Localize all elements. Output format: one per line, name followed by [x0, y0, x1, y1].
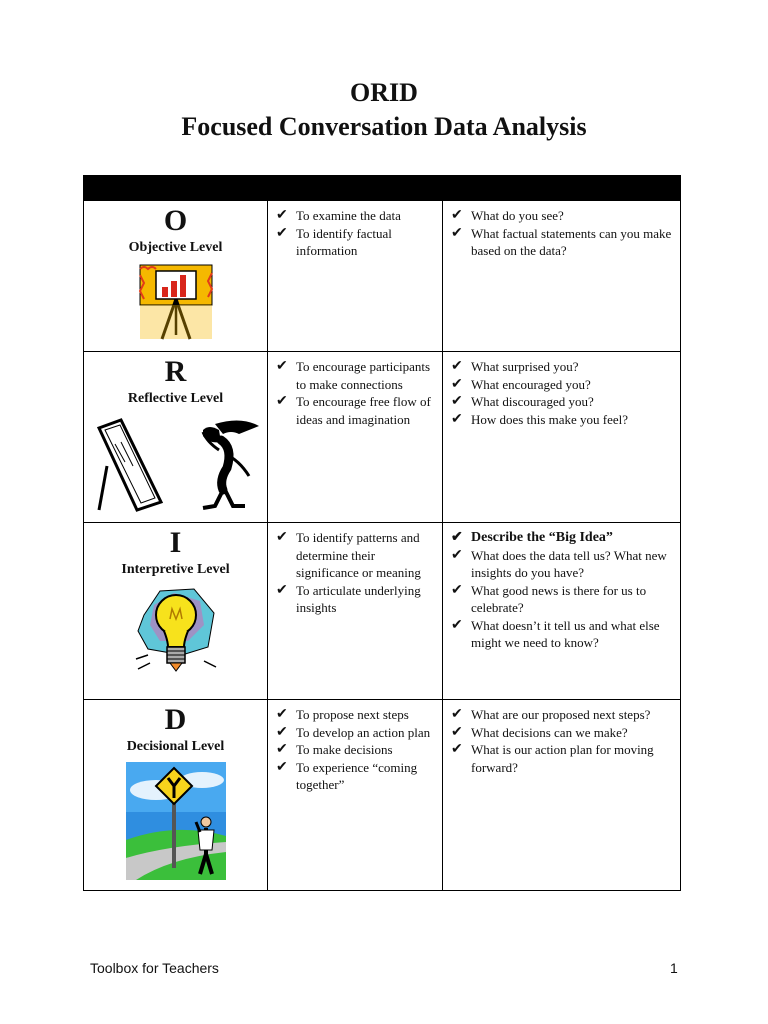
- purpose-item: [272, 207, 436, 225]
- level-letter: R: [164, 355, 187, 388]
- item-text: How does this make you feel?: [471, 411, 629, 427]
- purpose-cell: [268, 201, 443, 352]
- checkmark-icon: ✔: [276, 582, 288, 598]
- checkmark-icon: ✔: [451, 547, 463, 563]
- question-item: [447, 207, 674, 225]
- checkmark-icon: ✔: [451, 394, 463, 409]
- checkmark-icon: ✔: [276, 707, 288, 722]
- purpose-item: [272, 358, 436, 393]
- lightbulb-icon: [134, 585, 218, 681]
- purpose-list: [268, 700, 442, 794]
- orid-table: [83, 175, 681, 891]
- item-text: To identify patterns and determine their significance or meaning: [296, 530, 421, 580]
- level-letter: D: [164, 703, 187, 736]
- purpose-cell: [268, 523, 443, 700]
- checkmark-icon: ✔: [451, 411, 463, 427]
- question-item: [447, 741, 674, 776]
- item-text: What surprised you?: [471, 359, 579, 374]
- question-cell: [443, 201, 681, 352]
- mirror-figure-icon: [91, 414, 261, 514]
- checkmark-icon: ✔: [451, 530, 463, 545]
- purpose-item: [272, 582, 436, 617]
- question-cell: [443, 523, 681, 700]
- checkmark-icon: ✔: [276, 759, 288, 775]
- page-subtitle: Focused Conversation Data Analysis: [181, 112, 587, 141]
- page-title: ORID: [350, 78, 418, 107]
- question-item: [447, 411, 674, 429]
- purpose-cell: [268, 700, 443, 891]
- item-text: To make decisions: [296, 742, 393, 757]
- purpose-list: [268, 523, 442, 617]
- question-item: [447, 393, 674, 411]
- question-item: [447, 724, 674, 742]
- level-cell: [84, 201, 268, 352]
- checkmark-icon: ✔: [276, 530, 288, 545]
- checkmark-icon: ✔: [451, 359, 463, 374]
- item-text: What discouraged you?: [471, 394, 594, 409]
- purpose-item: [272, 759, 436, 794]
- page-number: 1: [670, 960, 678, 976]
- purpose-item: [272, 724, 436, 742]
- header-cell: [268, 176, 443, 201]
- checkmark-icon: ✔: [276, 742, 288, 757]
- item-text: What does the data tell us? What new insights do you have?: [471, 547, 667, 580]
- item-text: What factual statements can you make based on the data?: [471, 225, 672, 258]
- level-name: Reflective Level: [127, 391, 224, 406]
- header-cell: [84, 176, 268, 201]
- item-text: To develop an action plan: [296, 724, 431, 740]
- crossroads-sign-icon: [126, 762, 226, 880]
- level-cell: [84, 352, 268, 523]
- level-name: Objective Level: [128, 240, 223, 255]
- checkmark-icon: ✔: [276, 724, 288, 740]
- item-text: What is our action plan for moving forward?: [471, 742, 654, 775]
- question-list: [443, 700, 680, 776]
- table-row-reflective: [84, 352, 681, 523]
- table-row-objective: [84, 201, 681, 352]
- level-cell: [84, 700, 268, 891]
- checkmark-icon: ✔: [451, 208, 463, 223]
- question-item: [447, 617, 674, 652]
- level-letter: O: [163, 204, 188, 237]
- item-text: What do you see?: [471, 208, 564, 223]
- item-text: To experience “coming together”: [296, 759, 418, 792]
- question-item: [447, 529, 674, 547]
- item-text: To identify factual information: [296, 225, 392, 258]
- checkmark-icon: ✔: [451, 707, 463, 722]
- checkmark-icon: ✔: [451, 376, 463, 392]
- question-item: [447, 547, 674, 582]
- question-item: [447, 582, 674, 617]
- question-list: [443, 352, 680, 428]
- purpose-item: [272, 393, 436, 428]
- checkmark-icon: ✔: [451, 225, 463, 241]
- purpose-item: [272, 529, 436, 582]
- purpose-item: [272, 225, 436, 260]
- item-text: To propose next steps: [296, 707, 409, 722]
- question-item: [447, 358, 674, 376]
- footer-title: Toolbox for Teachers: [90, 960, 219, 976]
- table-row-decisional: [84, 700, 681, 891]
- question-item: [447, 376, 674, 394]
- item-text: To encourage free flow of ideas and imagination: [296, 394, 431, 427]
- level-name: Decisional Level: [126, 739, 225, 754]
- table-row-interpretive: [84, 523, 681, 700]
- item-text: Describe the “Big Idea”: [471, 530, 613, 545]
- item-text: To articulate underlying insights: [296, 582, 421, 615]
- question-cell: [443, 352, 681, 523]
- purpose-list: [268, 352, 442, 428]
- item-text: What good news is there for us to celebrate?: [471, 582, 647, 615]
- question-list: [443, 523, 680, 652]
- question-item: [447, 225, 674, 260]
- checkmark-icon: ✔: [451, 582, 463, 598]
- item-text: What doesn’t it tell us and what else might we need to know?: [471, 617, 660, 650]
- checkmark-icon: ✔: [451, 742, 463, 757]
- question-cell: [443, 700, 681, 891]
- easel-chart-icon: [138, 263, 214, 341]
- item-text: What decisions can we make?: [471, 724, 628, 740]
- header-cell: [443, 176, 681, 201]
- level-cell: [84, 523, 268, 700]
- question-item: [447, 706, 674, 724]
- question-list: [443, 201, 680, 260]
- level-letter: I: [169, 526, 182, 559]
- checkmark-icon: ✔: [276, 359, 288, 374]
- purpose-cell: [268, 352, 443, 523]
- item-text: To encourage participants to make connections: [296, 359, 431, 392]
- level-name: Interpretive Level: [121, 562, 230, 577]
- purpose-item: [272, 706, 436, 724]
- checkmark-icon: ✔: [276, 225, 288, 241]
- purpose-item: [272, 741, 436, 759]
- item-text: What encouraged you?: [471, 376, 591, 392]
- checkmark-icon: ✔: [276, 208, 288, 223]
- item-text: What are our proposed next steps?: [471, 707, 651, 722]
- checkmark-icon: ✔: [276, 394, 288, 409]
- purpose-list: [268, 201, 442, 260]
- checkmark-icon: ✔: [451, 617, 463, 633]
- checkmark-icon: ✔: [451, 724, 463, 740]
- table-header-row: [84, 176, 681, 201]
- item-text: To examine the data: [296, 208, 401, 223]
